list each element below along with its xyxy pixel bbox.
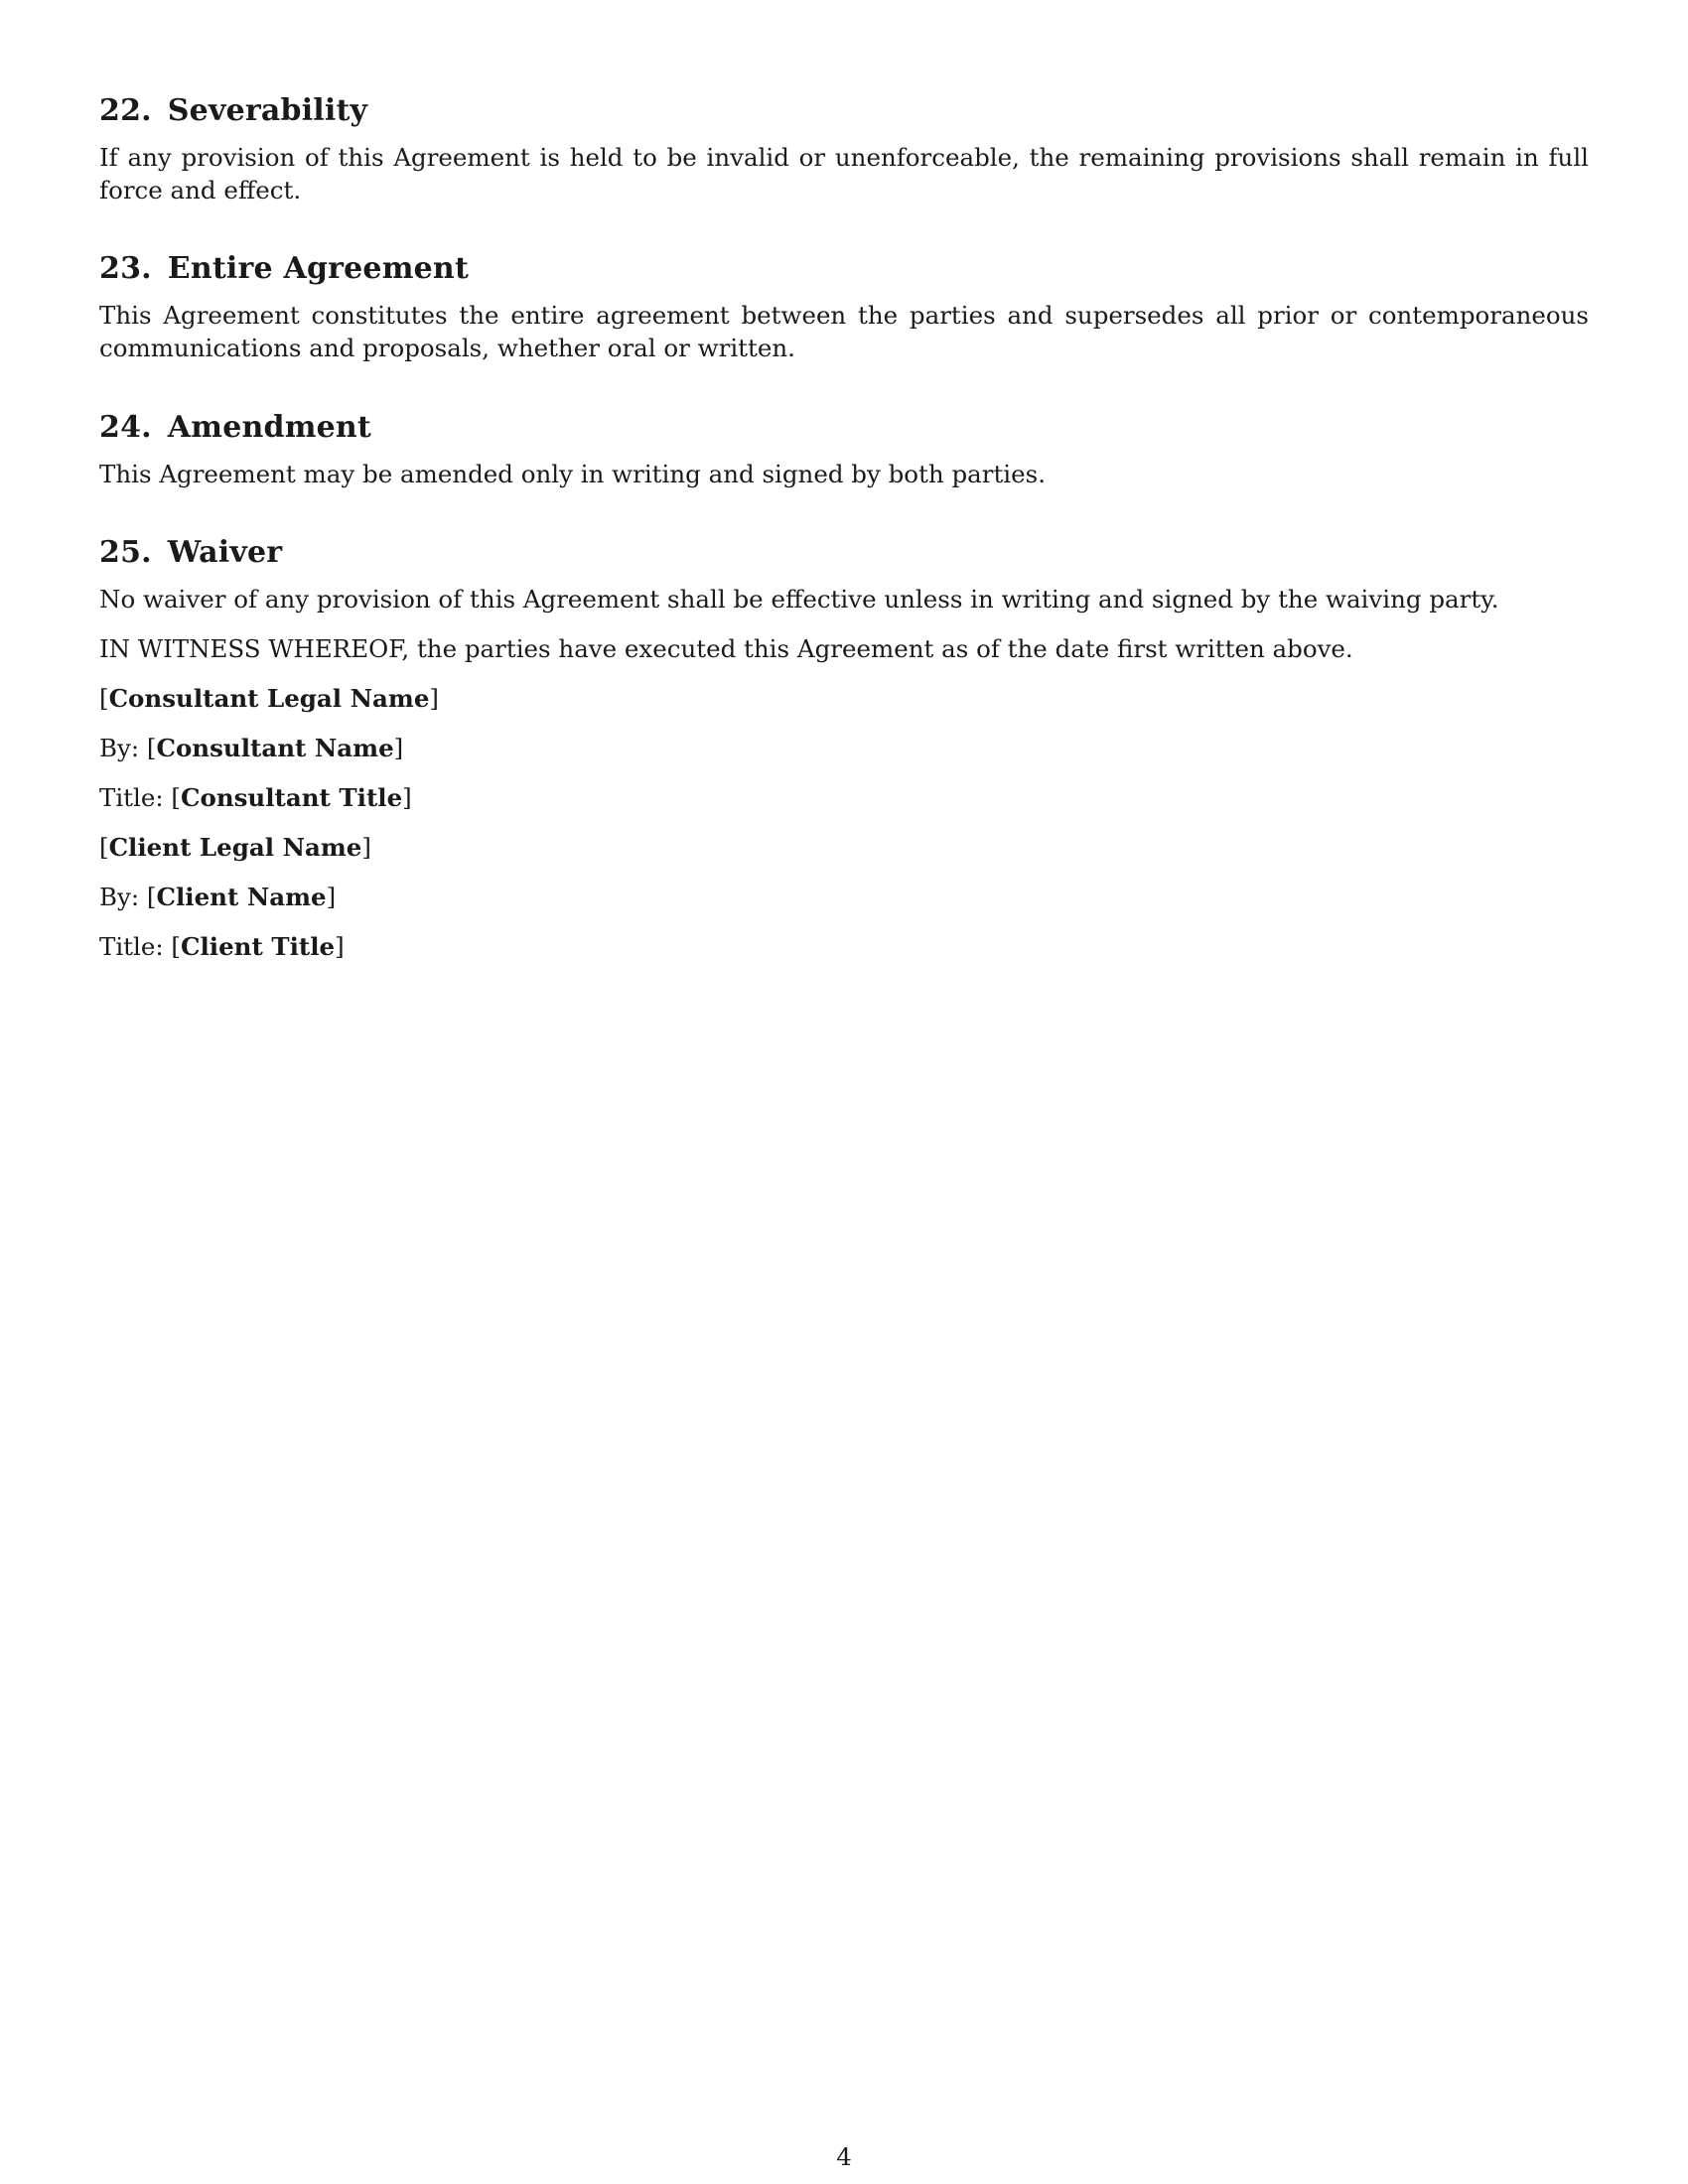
section-title: Entire Agreement [167,251,469,286]
section-number: 22. [99,93,152,128]
section-body: This Agreement constitutes the entire agreement between the parties and supersedes all prior or contemporaneous communications and proposals, whether oral or written. [99,301,1589,362]
section-body: No waiver of any provision of this Agreement shall be effective unless in writing and signed by the waiving party. [99,585,1499,614]
consultant-title-line: Title: [Consultant Title] [99,783,412,812]
consultant-legal-name: Consultant Legal Name [108,684,430,713]
document-page [99,91,1589,980]
page-number: 4 [836,2142,852,2171]
section-number: 23. [99,251,152,286]
client-title: Client Title [180,932,336,961]
section-amendment [99,408,1589,490]
section-heading [99,91,1589,131]
section-heading [99,533,1589,573]
section-body: If any provision of this Agreement is held to be invalid or unenforceable, the remaining provisions shall remain in full force and effect. [99,143,1589,205]
client-legal-name-line: [Client Legal Name] [99,833,371,862]
section-number: 24. [99,410,152,445]
by-label: By: [99,734,140,762]
title-label: Title: [99,783,164,812]
section-title: Severability [167,93,368,128]
signature-block-consultant [99,682,1589,814]
client-title-line: Title: [Client Title] [99,932,345,961]
witness-statement: IN WITNESS WHEREOF, the parties have executed this Agreement as of the date first written above. [99,634,1353,663]
consultant-title: Consultant Title [180,783,403,812]
section-title: Waiver [167,535,283,570]
section-severability [99,91,1589,206]
section-title: Amendment [167,410,371,445]
client-name: Client Name [156,883,327,911]
section-entire-agreement [99,249,1589,364]
section-heading [99,408,1589,448]
consultant-legal-name-line: [Consultant Legal Name] [99,684,439,713]
section-heading [99,249,1589,289]
title-label: Title: [99,932,164,961]
signature-block-client [99,831,1589,963]
section-number: 25. [99,535,152,570]
client-legal-name: Client Legal Name [108,833,362,862]
by-label: By: [99,883,140,911]
section-body: This Agreement may be amended only in writing and signed by both parties. [99,460,1046,488]
client-by-line: By: [Client Name] [99,883,337,911]
consultant-name: Consultant Name [156,734,394,762]
section-waiver [99,533,1589,615]
consultant-by-line: By: [Consultant Name] [99,734,404,762]
